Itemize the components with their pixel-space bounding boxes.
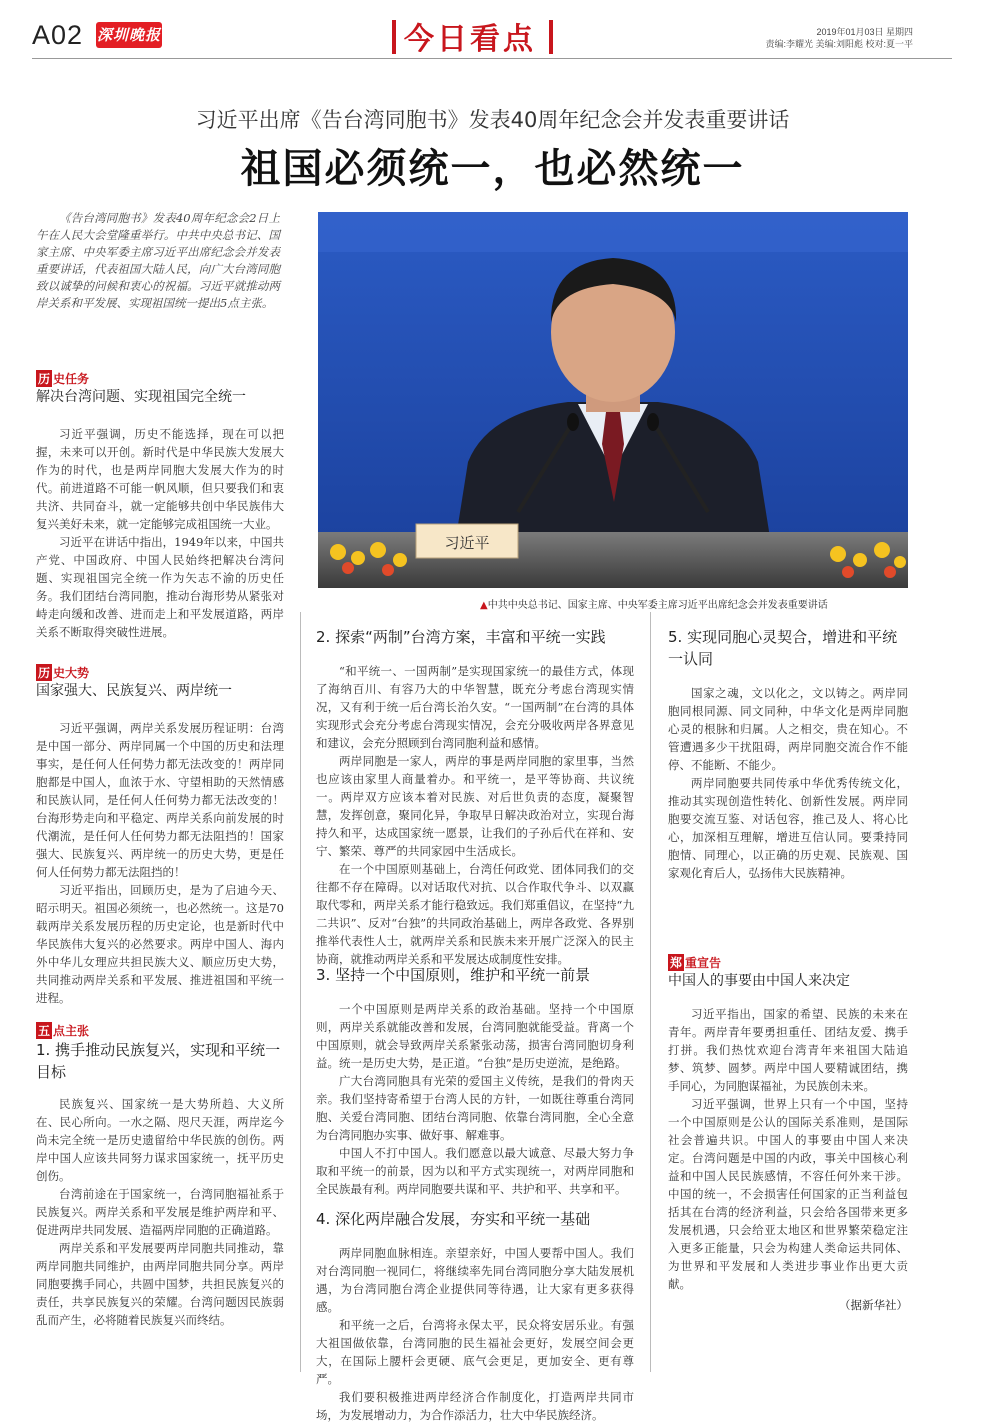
point-1-title: 1. 携手推动民族复兴，实现和平统一目标 [36,1041,281,1081]
editors-line: 责编:李耀光 美编:刘阳彪 校对:夏一平 [765,39,913,49]
section-point-2 [316,626,634,968]
paragraph: 在一个中国原则基础上，台湾任何政党、团体同我们的交往都不存在障碍。以对话取代对抗、以合作取代争斗、以双赢取代零和，两岸关系才能行稳致远。我们郑重倡议，在坚持“九二共识”、反对“台独”的共同政治基础上，两岸各政党、各界别推举代表性人士，就两岸关系和民族未来开展广泛深入的民主协商，就推动两岸关系和平发展达成制度性安排。 [316,862,634,966]
section-solemn-declaration [668,954,908,1313]
main-headline: 祖国必须统一，也必然统一 [240,146,745,192]
photo-illustration [318,212,908,588]
section-tag [36,1022,284,1039]
tag-rest: 重宣告 [685,956,722,970]
section-history-task [36,370,284,641]
news-photo [318,212,908,588]
paragraph: 和平统一之后，台湾将永保太平，民众将安居乐业。有强大祖国做依靠，台湾同胞的民生福祉会更好，发展空间会更大，在国际上腰杆会更硬、底气会更足，更加安全、更有尊严。 [316,1318,634,1386]
paragraph: 台湾前途在于国家统一，台湾同胞福祉系于民族复兴。两岸关系和平发展是维护两岸和平、促进两岸共同发展、造福两岸同胞的正确道路。 [36,1187,284,1237]
paragraph: 两岸关系和平发展要两岸同胞共同推动，靠两岸同胞共同维护，由两岸同胞共同分享。两岸同胞要携手同心，共圆中国梦，共担民族复兴的责任，共享民族复兴的荣耀。台湾问题因民族弱乱而产生，必将随着民族复兴而终结。 [36,1241,284,1327]
section-tag [36,370,284,387]
lead-paragraph: 《告台湾同胞书》发表40周年纪念会2日上午在人民大会堂隆重举行。中共中央总书记、国家主席、中央军委主席习近平出席纪念会并发表重要讲话，代表祖国大陆人民，向广大台湾同胞致以诚挚的问候和衷心的祝福。习近平就推动两岸关系和平发展、实现祖国统一提出5点主张。 [36,211,280,310]
photo-caption [480,596,828,611]
section-point-3 [316,964,634,1198]
section-bar-left [392,20,396,54]
header-rule [32,58,952,59]
section-tag [36,664,284,681]
paper-logo: 深圳晚报 [96,22,162,48]
section-five-points [36,1022,284,1329]
point-2-title: 2. 探索“两制”台湾方案，丰富和平统一实践 [316,628,606,646]
column-rule-2 [650,612,651,1372]
page-number: A02 [32,20,84,50]
point-3-title: 3. 坚持一个中国原则，维护和平统一前景 [316,966,591,984]
paragraph: 习近平在讲话中指出，1949年以来，中国共产党、中国政府、中国人民始终把解决台湾问题、实现祖国完全统一作为矢志不渝的历史任务。我们团结台湾同胞，推动台海形势从紧张对峙走向缓和改善、进而走上和平发展道路，两岸关系不断取得突破性进展。 [36,535,284,639]
section-body [316,1000,634,1198]
tag-first-char: 历 [38,372,51,386]
paragraph: 民族复兴、国家统一是大势所趋、大义所在、民心所向。一水之隔、咫尺天涯，两岸迄今尚未完全统一是历史遗留给中华民族的创伤。两岸中国人应该共同努力谋求国家统一，抚平历史创伤。 [36,1097,284,1183]
paragraph: 一个中国原则是两岸关系的政治基础。坚持一个中国原则，两岸关系就能改善和发展，台湾同胞就能受益。背离一个中国原则，就会导致两岸关系紧张动荡，损害台湾同胞切身利益。统一是历史大势，是正道。“台独”是历史逆流，是绝路。 [316,1002,634,1070]
tag-first-char: 历 [38,666,51,680]
section-subhead: 中国人的事要由中国人来决定 [668,973,850,989]
section-body [36,719,284,1007]
tag-rest: 史大势 [53,666,90,680]
section-point-4 [316,1208,634,1424]
kicker-headline: 习近平出席《告台湾同胞书》发表40周年纪念会并发表重要讲话 [195,108,790,132]
paragraph: 习近平强调，两岸关系发展历程证明：台湾是中国一部分、两岸同属一个中国的历史和法理事实，是任何人任何势力都无法改变的！两岸同胞都是中国人，血浓于水、守望相助的天然情感和民族认同，是任何人任何势力都无法改变的！台海形势走向和平稳定、两岸关系向前发展的时代潮流，是任何人任何势力都无法阻挡的！国家强大、民族复兴、两岸统一的历史大势，更是任何人任何势力都无法阻挡的！ [36,721,284,879]
paragraph: 习近平强调，世界上只有一个中国，坚持一个中国原则是公认的国际关系准则，是国际社会普遍共识。中国人的事要由中国人来决定。台湾问题是中国的内政，事关中国核心利益和中国人民民族感情，不容任何外来干涉。中国的统一，不会损害任何国家的正当利益包括其在台湾的经济利益，只会给各国带来更多发展机遇，只会给亚太地区和世界繁荣稳定注入更多正能量，只会为构建人类命运共同体、为世界和平发展和人类进步事业作出更大贡献。 [668,1097,908,1291]
column-rule-1 [300,612,301,1372]
tag-rest: 点主张 [53,1024,90,1038]
section-body [36,425,284,641]
tag-rest: 史任务 [53,372,90,386]
paragraph: 我们要积极推进两岸经济合作制度化，打造两岸共同市场，为发展增动力，为合作添活力，壮大中华民族经济。 [316,1390,634,1422]
paragraph: 习近平指出，回顾历史，是为了启迪今天、昭示明天。祖国必须统一，也必然统一。这是70载两岸关系发展历程的历史定论，也是新时代中华民族伟大复兴的必然要求。两岸中国人、海内外中华儿女理应共担民族大义、顺应历史大势，共同推动两岸关系和平发展、推进祖国和平统一进程。 [36,883,284,1005]
source-credit: （据新华社） [839,1298,908,1312]
section-tag [668,954,908,971]
paragraph: 两岸同胞要共同传承中华优秀传统文化，推动其实现创造性转化、创新性发展。两岸同胞要交流互鉴、对话包容，推己及人、将心比心，加深相互理解，增进互信认同。要秉持同胞情、同理心，以正确的历史观、民族观、国家观化育后人，弘扬伟大民族精神。 [668,776,908,880]
section-bar-right [549,20,553,54]
section-point-5 [668,626,908,882]
point-4-title: 4. 深化两岸融合发展，夯实和平统一基础 [316,1210,591,1228]
paragraph: “和平统一、一国两制”是实现国家统一的最佳方式，体现了海纳百川、有容乃大的中华智慧，既充分考虑台湾现实情况，又有利于统一后台湾长治久安。“一国两制”在台湾的具体实现形式会充分考虑台湾现实情况，会充分吸收两岸各界意见和建议，会充分照顾到台湾同胞利益和感情。 [316,664,634,750]
point-5-title: 5. 实现同胞心灵契合，增进和平统一认同 [668,628,898,668]
section-title: 今日看点 [404,22,536,57]
section-body [668,1005,908,1293]
caption-text: 中共中央总书记、国家主席、中央军委主席习近平出席纪念会并发表重要讲话 [487,600,828,611]
paragraph: 中国人不打中国人。我们愿意以最大诚意、尽最大努力争取和平统一的前景，因为以和平方式实现统一，对两岸同胞和全民族最有利。两岸同胞要共谋和平、共护和平、共享和平。 [316,1146,634,1196]
section-body [316,1244,634,1424]
paragraph: 两岸同胞是一家人，两岸的事是两岸同胞的家里事，当然也应该由家里人商量着办。和平统一，是平等协商、共议统一。两岸双方应该本着对民族、对后世负责的态度，凝聚智慧，发挥创意，聚同化异，争取早日解决政治对立，实现台海持久和平，达成国家统一愿景，让我们的子孙后代在祥和、安宁、繁荣、尊严的共同家园中生活成长。 [316,754,634,858]
header-date-block [765,26,913,50]
section-body [36,1095,284,1329]
caption-triangle-icon: ▲ [480,600,488,611]
paragraph: 两岸同胞血脉相连。亲望亲好，中国人要帮中国人。我们对台湾同胞一视同仁，将继续率先同台湾同胞分享大陆发展机遇，为台湾同胞台湾企业提供同等待遇，让大家有更多获得感。 [316,1246,634,1314]
paragraph: 习近平指出，国家的希望、民族的未来在青年。两岸青年要勇担重任、团结友爱、携手打拼。我们热忱欢迎台湾青年来祖国大陆追梦、筑梦、圆梦。两岸中国人要精诚团结，携手同心，为同胞谋福祉，为民族创未来。 [668,1007,908,1093]
section-history-trend [36,664,284,1007]
section-subhead: 解决台湾问题、实现祖国完全统一 [36,389,246,405]
nameplate-text: 习近平 [444,534,490,552]
section-body [668,684,908,882]
section-subhead: 国家强大、民族复兴、两岸统一 [36,683,232,699]
paragraph: 习近平强调，历史不能选择，现在可以把握，未来可以开创。新时代是中华民族大发展大作为的时代，也是两岸同胞大发展大作为的时代。前进道路不可能一帆风顺，但只要我们和衷共济、共同奋斗，就一定能够共创中华民族伟大复兴美好未来，就一定能够完成祖国统一大业。 [36,427,284,531]
paragraph: 国家之魂，文以化之，文以铸之。两岸同胞同根同源、同文同种，中华文化是两岸同胞心灵的根脉和归属。人之相交，贵在知心。不管遭遇多少干扰阻碍，两岸同胞交流合作不能停、不能断、不能少。 [668,686,908,772]
section-body [316,662,634,968]
issue-date: 2019年01月03日 星期四 [816,27,913,37]
tag-first-char: 郑 [670,956,683,970]
paragraph: 广大台湾同胞具有光荣的爱国主义传统，是我们的骨肉天亲。我们坚持寄希望于台湾人民的方针，一如既往尊重台湾同胞、关爱台湾同胞、团结台湾同胞、依靠台湾同胞，全心全意为台湾同胞办实事、做好事、解难事。 [316,1074,634,1142]
tag-first-char: 五 [38,1024,51,1038]
